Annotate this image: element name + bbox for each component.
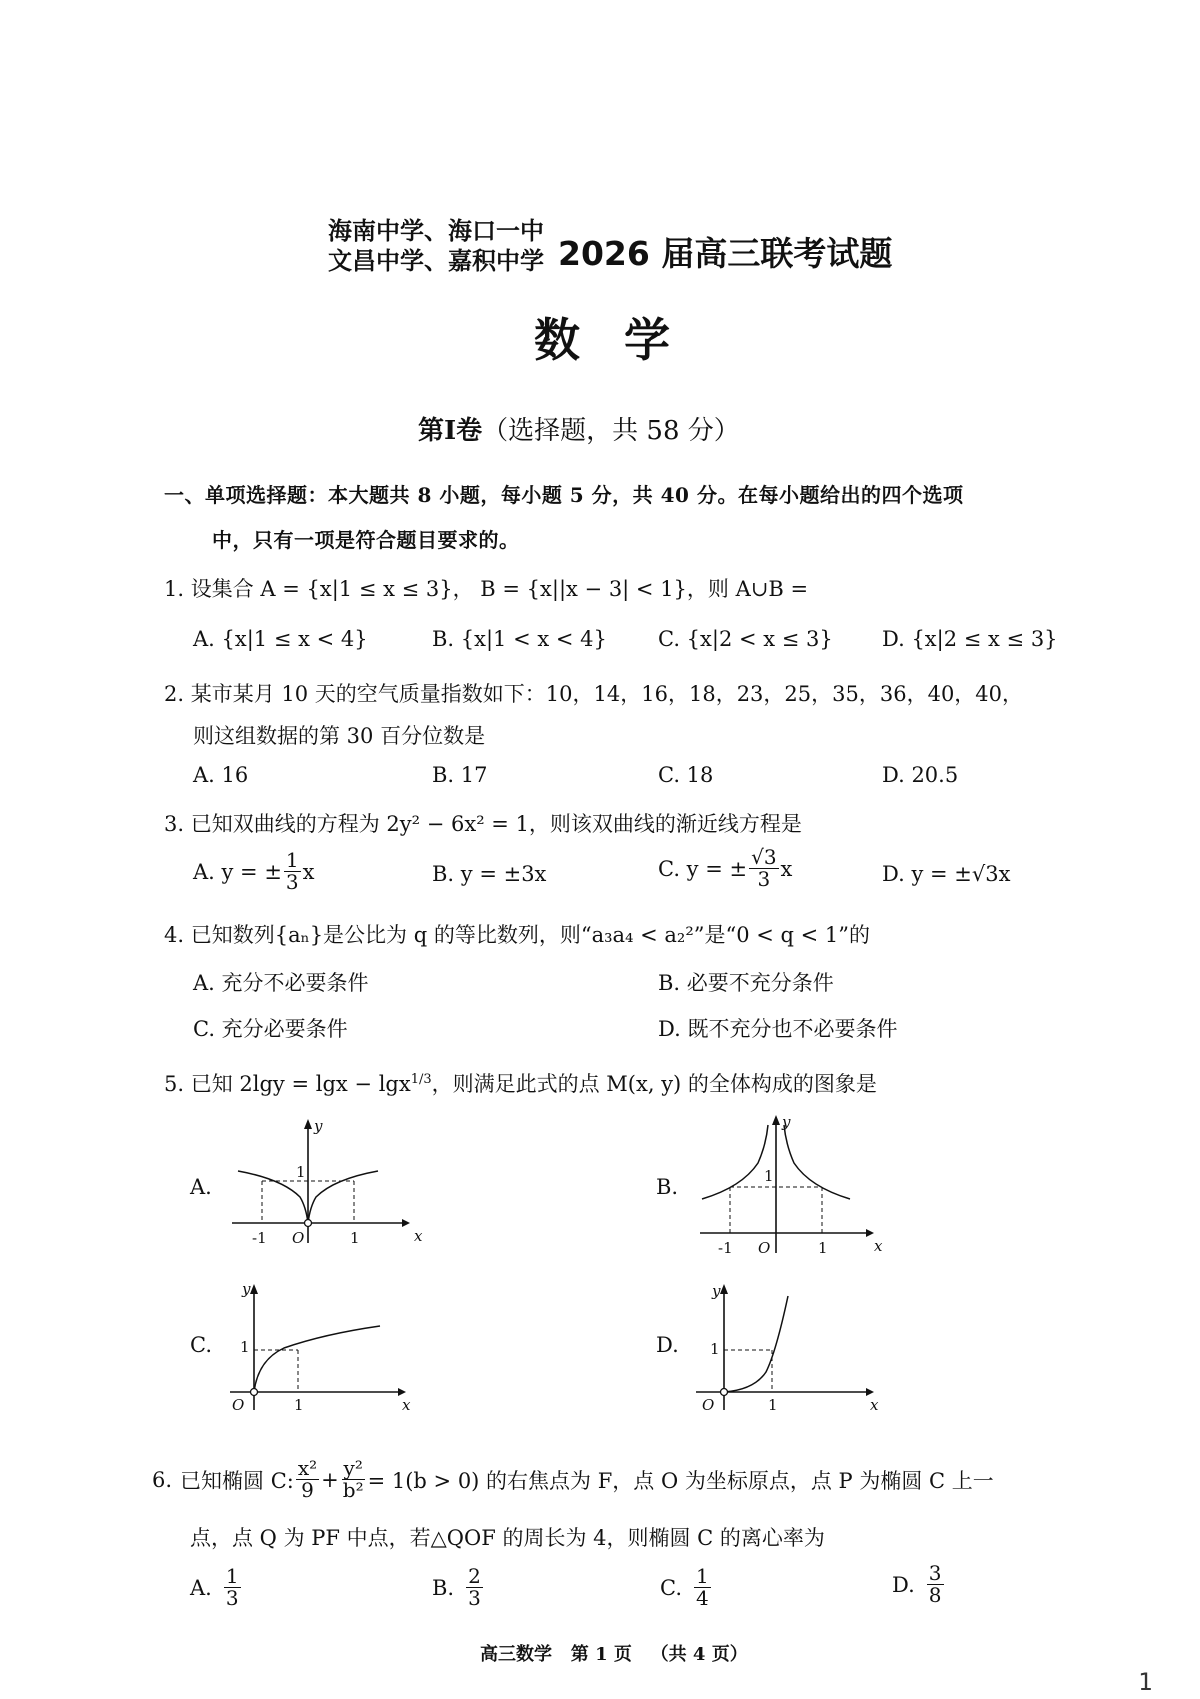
option-text: x <box>302 859 315 884</box>
origin-label: O <box>702 1396 715 1414</box>
tick-label: 1 <box>818 1239 828 1257</box>
q6-option-a[interactable] <box>190 1566 243 1609</box>
question-5 <box>164 1068 877 1098</box>
y-arrow-icon <box>772 1115 780 1125</box>
question-4 <box>164 919 870 949</box>
graph-c <box>228 1282 428 1414</box>
y-arrow-icon <box>304 1119 312 1129</box>
y-label: y <box>314 1117 323 1135</box>
graph-b <box>698 1115 898 1255</box>
graph-a <box>230 1115 430 1255</box>
q2-option-a[interactable]: A. 16 <box>193 763 249 787</box>
q4-option-b[interactable]: B. 必要不充分条件 <box>658 971 834 995</box>
curve <box>254 1326 380 1392</box>
tick-label: 1 <box>710 1340 720 1358</box>
question-number: 2. <box>164 682 185 706</box>
denominator: 3 <box>225 1586 239 1610</box>
graph-d <box>694 1282 894 1414</box>
q4-option-c[interactable]: C. 充分必要条件 <box>193 1017 348 1041</box>
option-label: C. <box>660 1575 682 1600</box>
page-footer: 高三数学 第 1 页 （共 4 页） <box>480 1644 748 1665</box>
q5-option-b[interactable]: B. <box>656 1175 679 1199</box>
tick-label: -1 <box>718 1239 733 1257</box>
tick-label: 1 <box>768 1396 778 1414</box>
question-number: 6. <box>152 1467 173 1492</box>
denominator: 3 <box>757 867 771 891</box>
y-arrow-icon <box>720 1284 728 1294</box>
question-stem-pre: 已知椭圆 C: <box>180 1468 294 1493</box>
open-point <box>305 1220 312 1227</box>
question-stem-line-1: 某市某月 10 天的空气质量指数如下：10，14，16，18，23，25，35，36，40，40， <box>190 682 1024 706</box>
origin-label: O <box>292 1229 305 1247</box>
question-number: 4. <box>164 923 185 947</box>
q1-option-d[interactable]: D. {x|2 ≤ x ≤ 3} <box>882 627 1058 651</box>
question-stem-pre: 已知 2lgy = lgx − lgx <box>190 1072 411 1096</box>
origin-label: O <box>758 1239 771 1257</box>
y-label: y <box>712 1282 721 1300</box>
option-text: C. y = ± <box>658 856 748 881</box>
question-stem: 设集合 A = {x|1 ≤ x ≤ 3}， B = {x||x − 3| < 1}，则 A∪B = <box>190 577 809 601</box>
curve-right <box>308 1171 378 1223</box>
fraction <box>284 850 301 893</box>
fraction <box>224 1566 241 1609</box>
fraction <box>749 847 778 890</box>
numerator: 2 <box>468 1564 481 1588</box>
q3-option-d[interactable]: D. y = ±√3x <box>882 862 1011 886</box>
question-stem-line-2: 则这组数据的第 30 百分位数是 <box>193 724 486 748</box>
y-label: y <box>782 1113 791 1131</box>
question-stem: 已知数列{aₙ}是公比为 q 的等比数列，则“a₃a₄ < a₂²”是“0 < q < 1”的 <box>190 923 871 947</box>
x-label: x <box>870 1396 879 1414</box>
q2-option-d[interactable]: D. 20.5 <box>882 763 959 787</box>
tick-label: 1 <box>294 1396 304 1414</box>
numerator: x² <box>297 1456 318 1480</box>
x-arrow-icon <box>866 1229 874 1237</box>
schools-line-2: 文昌中学、嘉积中学 <box>328 247 544 275</box>
question-6 <box>152 1458 994 1501</box>
question-1 <box>164 573 808 603</box>
numerator: y² <box>343 1456 363 1480</box>
y-label: y <box>242 1280 251 1298</box>
numerator: 1 <box>225 1564 239 1588</box>
denominator: 3 <box>285 870 299 894</box>
q3-option-a[interactable] <box>193 850 315 893</box>
q5-option-c[interactable]: C. <box>190 1333 212 1357</box>
fraction <box>466 1566 483 1609</box>
q4-option-d[interactable]: D. 既不充分也不必要条件 <box>658 1017 898 1041</box>
subject-title: 数学 <box>534 313 714 367</box>
question-stem-post: = 1(b > 0) 的右焦点为 F，点 O 为坐标原点，点 P 为椭圆 C 上一 <box>367 1468 994 1493</box>
option-label: B. <box>432 1575 455 1600</box>
x-label: x <box>874 1237 883 1255</box>
tick-label: 1 <box>350 1229 360 1247</box>
denominator: 9 <box>301 1478 314 1502</box>
x-label: x <box>402 1396 411 1414</box>
open-point <box>721 1389 728 1396</box>
q4-option-a[interactable]: A. 充分不必要条件 <box>193 971 369 995</box>
q6-option-d[interactable] <box>892 1563 946 1606</box>
q6-option-c[interactable] <box>660 1566 713 1609</box>
fraction <box>694 1566 711 1609</box>
option-text: x <box>780 856 793 881</box>
option-label: A. <box>190 1575 212 1600</box>
schools-line-1: 海南中学、海口一中 <box>328 217 544 245</box>
q5-option-d[interactable]: D. <box>656 1333 679 1357</box>
q2-option-c[interactable]: C. 18 <box>658 763 714 787</box>
curve-right <box>784 1125 850 1199</box>
option-label: D. <box>892 1572 915 1597</box>
section-instructions-line-2: 中，只有一项是符合题目要求的。 <box>212 528 520 552</box>
page-number: 1 <box>1138 1668 1153 1696</box>
x-arrow-icon <box>866 1388 874 1396</box>
denominator: b² <box>342 1478 364 1502</box>
q3-option-c[interactable] <box>658 847 792 890</box>
plus-sign: + <box>321 1467 339 1492</box>
x-label: x <box>414 1227 423 1245</box>
volume-desc: （选择题，共 58 分） <box>482 416 740 446</box>
question-stem: 已知双曲线的方程为 2y² − 6x² = 1，则该双曲线的渐近线方程是 <box>190 812 802 836</box>
tick-label: -1 <box>252 1229 267 1247</box>
question-2 <box>164 678 1023 708</box>
tick-label: 1 <box>240 1338 250 1356</box>
denominator: 8 <box>928 1583 942 1607</box>
numerator: 3 <box>928 1561 942 1585</box>
q1-option-a[interactable]: A. {x|1 ≤ x < 4} <box>193 627 368 651</box>
tick-label: 1 <box>764 1167 774 1185</box>
numerator: 1 <box>696 1564 709 1588</box>
q1-option-b[interactable]: B. {x|1 < x < 4} <box>432 627 607 651</box>
open-point <box>251 1389 258 1396</box>
volume-label: 第Ⅰ卷 <box>418 416 483 446</box>
fraction <box>341 1458 366 1501</box>
origin-label: O <box>232 1396 245 1414</box>
question-number: 3. <box>164 812 185 836</box>
q6-option-b[interactable] <box>432 1566 485 1609</box>
x-arrow-icon <box>402 1219 410 1227</box>
x-arrow-icon <box>398 1388 406 1396</box>
question-stem-line-2: 点，点 Q 为 PF 中点，若△QOF 的周长为 4，则椭圆 C 的离心率为 <box>190 1526 825 1550</box>
volume-heading <box>418 410 740 447</box>
curve <box>724 1296 788 1392</box>
option-text: A. y = ± <box>193 859 282 884</box>
q5-option-a[interactable]: A. <box>190 1175 212 1199</box>
curve-left <box>702 1125 768 1199</box>
numerator: √3 <box>751 845 777 869</box>
numerator: 1 <box>285 848 299 872</box>
q3-option-b[interactable]: B. y = ±3x <box>432 862 547 886</box>
denominator: 4 <box>696 1586 709 1610</box>
fraction <box>927 1563 944 1606</box>
question-3 <box>164 808 802 838</box>
question-number: 5. <box>164 1072 185 1096</box>
question-stem-post: ，则满足此式的点 M(x, y) 的全体构成的图象是 <box>431 1072 877 1096</box>
exam-title: 2026 届高三联考试题 <box>558 234 893 273</box>
exponent: 1/3 <box>410 1072 432 1087</box>
y-arrow-icon <box>250 1284 258 1294</box>
denominator: 3 <box>468 1586 481 1610</box>
tick-label: 1 <box>296 1163 306 1181</box>
q2-option-b[interactable]: B. 17 <box>432 763 488 787</box>
section-instructions-line-1: 一、单项选择题：本大题共 8 小题，每小题 5 分，共 40 分。在每小题给出的四个选项 <box>164 483 964 507</box>
question-number: 1. <box>164 577 185 601</box>
fraction <box>296 1458 319 1501</box>
q1-option-c[interactable]: C. {x|2 < x ≤ 3} <box>658 627 833 651</box>
